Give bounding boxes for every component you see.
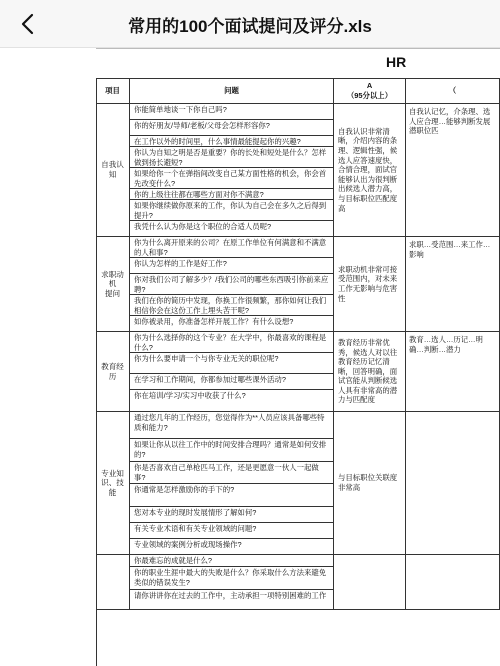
question-cell[interactable]: 在工作以外的时间里，什么事情最能提起你的兴趣? xyxy=(130,136,334,147)
sheet-grid xyxy=(96,48,500,666)
question-cell[interactable]: 你能简单地谈一下你自己吗? xyxy=(130,104,334,120)
question-cell[interactable]: 有关专业术语和有关专业领域的问题? xyxy=(130,523,334,539)
question-cell[interactable]: 你最难忘的成就是什么? xyxy=(130,555,334,567)
question-cell[interactable]: 你通常是怎样激励你的手下的? xyxy=(130,484,334,507)
criteria-b-cell[interactable]: 教育…选人…历记…明确…判断…潜力 xyxy=(406,332,500,412)
category-cell[interactable]: 教育经历 xyxy=(96,332,130,412)
criteria-b-cell[interactable]: 求职…受范围…来工作…影响 xyxy=(406,237,500,332)
question-cell[interactable]: 我凭什么认为你是这个职位的合适人员呢? xyxy=(130,221,334,237)
question-cell[interactable]: 你是否喜欢自己单枪匹马工作，还是更愿意一伙人一起做事? xyxy=(130,462,334,484)
criteria-a-cell[interactable]: 教育经历非常优秀，候选人对以往教育经历记忆清晰，回答明确，面试官能从判断候选人具有非常高的潜力与匹配度 xyxy=(334,332,406,412)
category-cell[interactable]: 自我认知 xyxy=(96,104,130,237)
criteria-a-cell[interactable]: 自我认识非常清晰，介绍内容的条理、逻辑性强，候选人应答速度快，合情合理，面试官能够认出为很判断出候选人潜力高，与目标职位匹配度高 xyxy=(334,104,406,237)
spreadsheet-view[interactable] xyxy=(0,48,500,666)
question-cell[interactable]: 你认为自知之明是否是重要？你的长处和短处是什么？怎样做到扬长避短? xyxy=(130,147,334,168)
nav-bar xyxy=(0,0,500,48)
question-cell[interactable]: 如你被录用，你准备怎样开展工作？有什么设想? xyxy=(130,316,334,332)
header-question[interactable]: 问题 xyxy=(130,78,334,104)
question-cell[interactable]: 你在培训/学习/实习中收获了什么? xyxy=(130,390,334,412)
question-cell[interactable]: 请你讲讲你在过去的工作中，主动承担一项特别困难的工作 xyxy=(130,590,334,610)
question-cell[interactable]: 你为什么离开原来的公司？在原工作单位有何满意和不满意的人和事? xyxy=(130,237,334,258)
question-cell[interactable]: 你的职业生涯中最大的失败是什么？你采取什么方法来避免类似的错误发生? xyxy=(130,567,334,590)
question-cell[interactable]: 如果让你从以往工作中的时间安排合理吗？通常是如何安排的? xyxy=(130,439,334,462)
question-cell[interactable]: 你对我们公司了解多少？/我们公司的哪些东西吸引你前来应聘? xyxy=(130,274,334,295)
chevron-left-icon xyxy=(19,13,37,35)
document-title: 常用的100个面试提问及评分.xls xyxy=(128,17,372,36)
back-button[interactable] xyxy=(10,6,46,42)
question-cell[interactable]: 你认为怎样的工作是好工作? xyxy=(130,258,334,274)
header-item[interactable]: 项目 xyxy=(96,78,130,104)
sheet-heading-fragment: HR xyxy=(386,54,407,70)
header-score-a[interactable]: A （95分以上） xyxy=(334,78,406,104)
header-score-b[interactable]: （ xyxy=(406,78,500,104)
question-cell[interactable]: 你的好朋友/导师/老板/父母会怎样形容你? xyxy=(130,120,334,136)
criteria-b-cell[interactable] xyxy=(406,412,500,555)
question-cell[interactable]: 我们在你的简历中发现，你换工作很频繁，那你如何让我们相信你会在这份工作上埋头苦干呢? xyxy=(130,295,334,316)
question-cell[interactable]: 如果你继续做你原来的工作，你认为自己会在多久之后得到提升? xyxy=(130,200,334,221)
question-cell[interactable]: 你的上级往往都在哪些方面对你不满意? xyxy=(130,189,334,200)
sheet-border xyxy=(96,48,500,49)
category-cell[interactable] xyxy=(96,555,130,610)
question-cell[interactable]: 通过您几年的工作经历，您觉得作为**人员应该具备哪些特质和能力? xyxy=(130,412,334,439)
criteria-a-cell[interactable]: 与目标职位关联度非常高 xyxy=(334,412,406,555)
question-cell[interactable]: 你为什么要申请一个与你专业无关的职位呢? xyxy=(130,353,334,374)
question-cell[interactable]: 在学习和工作期间，你都参加过哪些课外活动? xyxy=(130,374,334,390)
question-cell[interactable]: 你为什么选择你的这个专业？在大学中，你最喜欢的课程是什么? xyxy=(130,332,334,353)
category-cell[interactable]: 专业知 识、技能 xyxy=(96,412,130,555)
criteria-a-cell[interactable] xyxy=(334,555,406,610)
criteria-a-cell[interactable]: 求职动机非常可接受范围内，对未来工作无影响与危害性 xyxy=(334,237,406,332)
question-cell[interactable]: 专业领域的案例分析或现场操作? xyxy=(130,539,334,555)
question-cell[interactable]: 您对本专业的现时发展情形了解如何? xyxy=(130,507,334,523)
category-cell[interactable]: 求职动机 提问 xyxy=(96,237,130,332)
question-cell[interactable]: 如果给你一个在弹指间改变自己某方面性格的机会，你会首先改变什么? xyxy=(130,168,334,189)
criteria-b-cell[interactable] xyxy=(406,555,500,610)
criteria-b-cell[interactable]: 自我认记忆，介条理、选人应合理…能够判断发展潜职位匹 xyxy=(406,104,500,237)
